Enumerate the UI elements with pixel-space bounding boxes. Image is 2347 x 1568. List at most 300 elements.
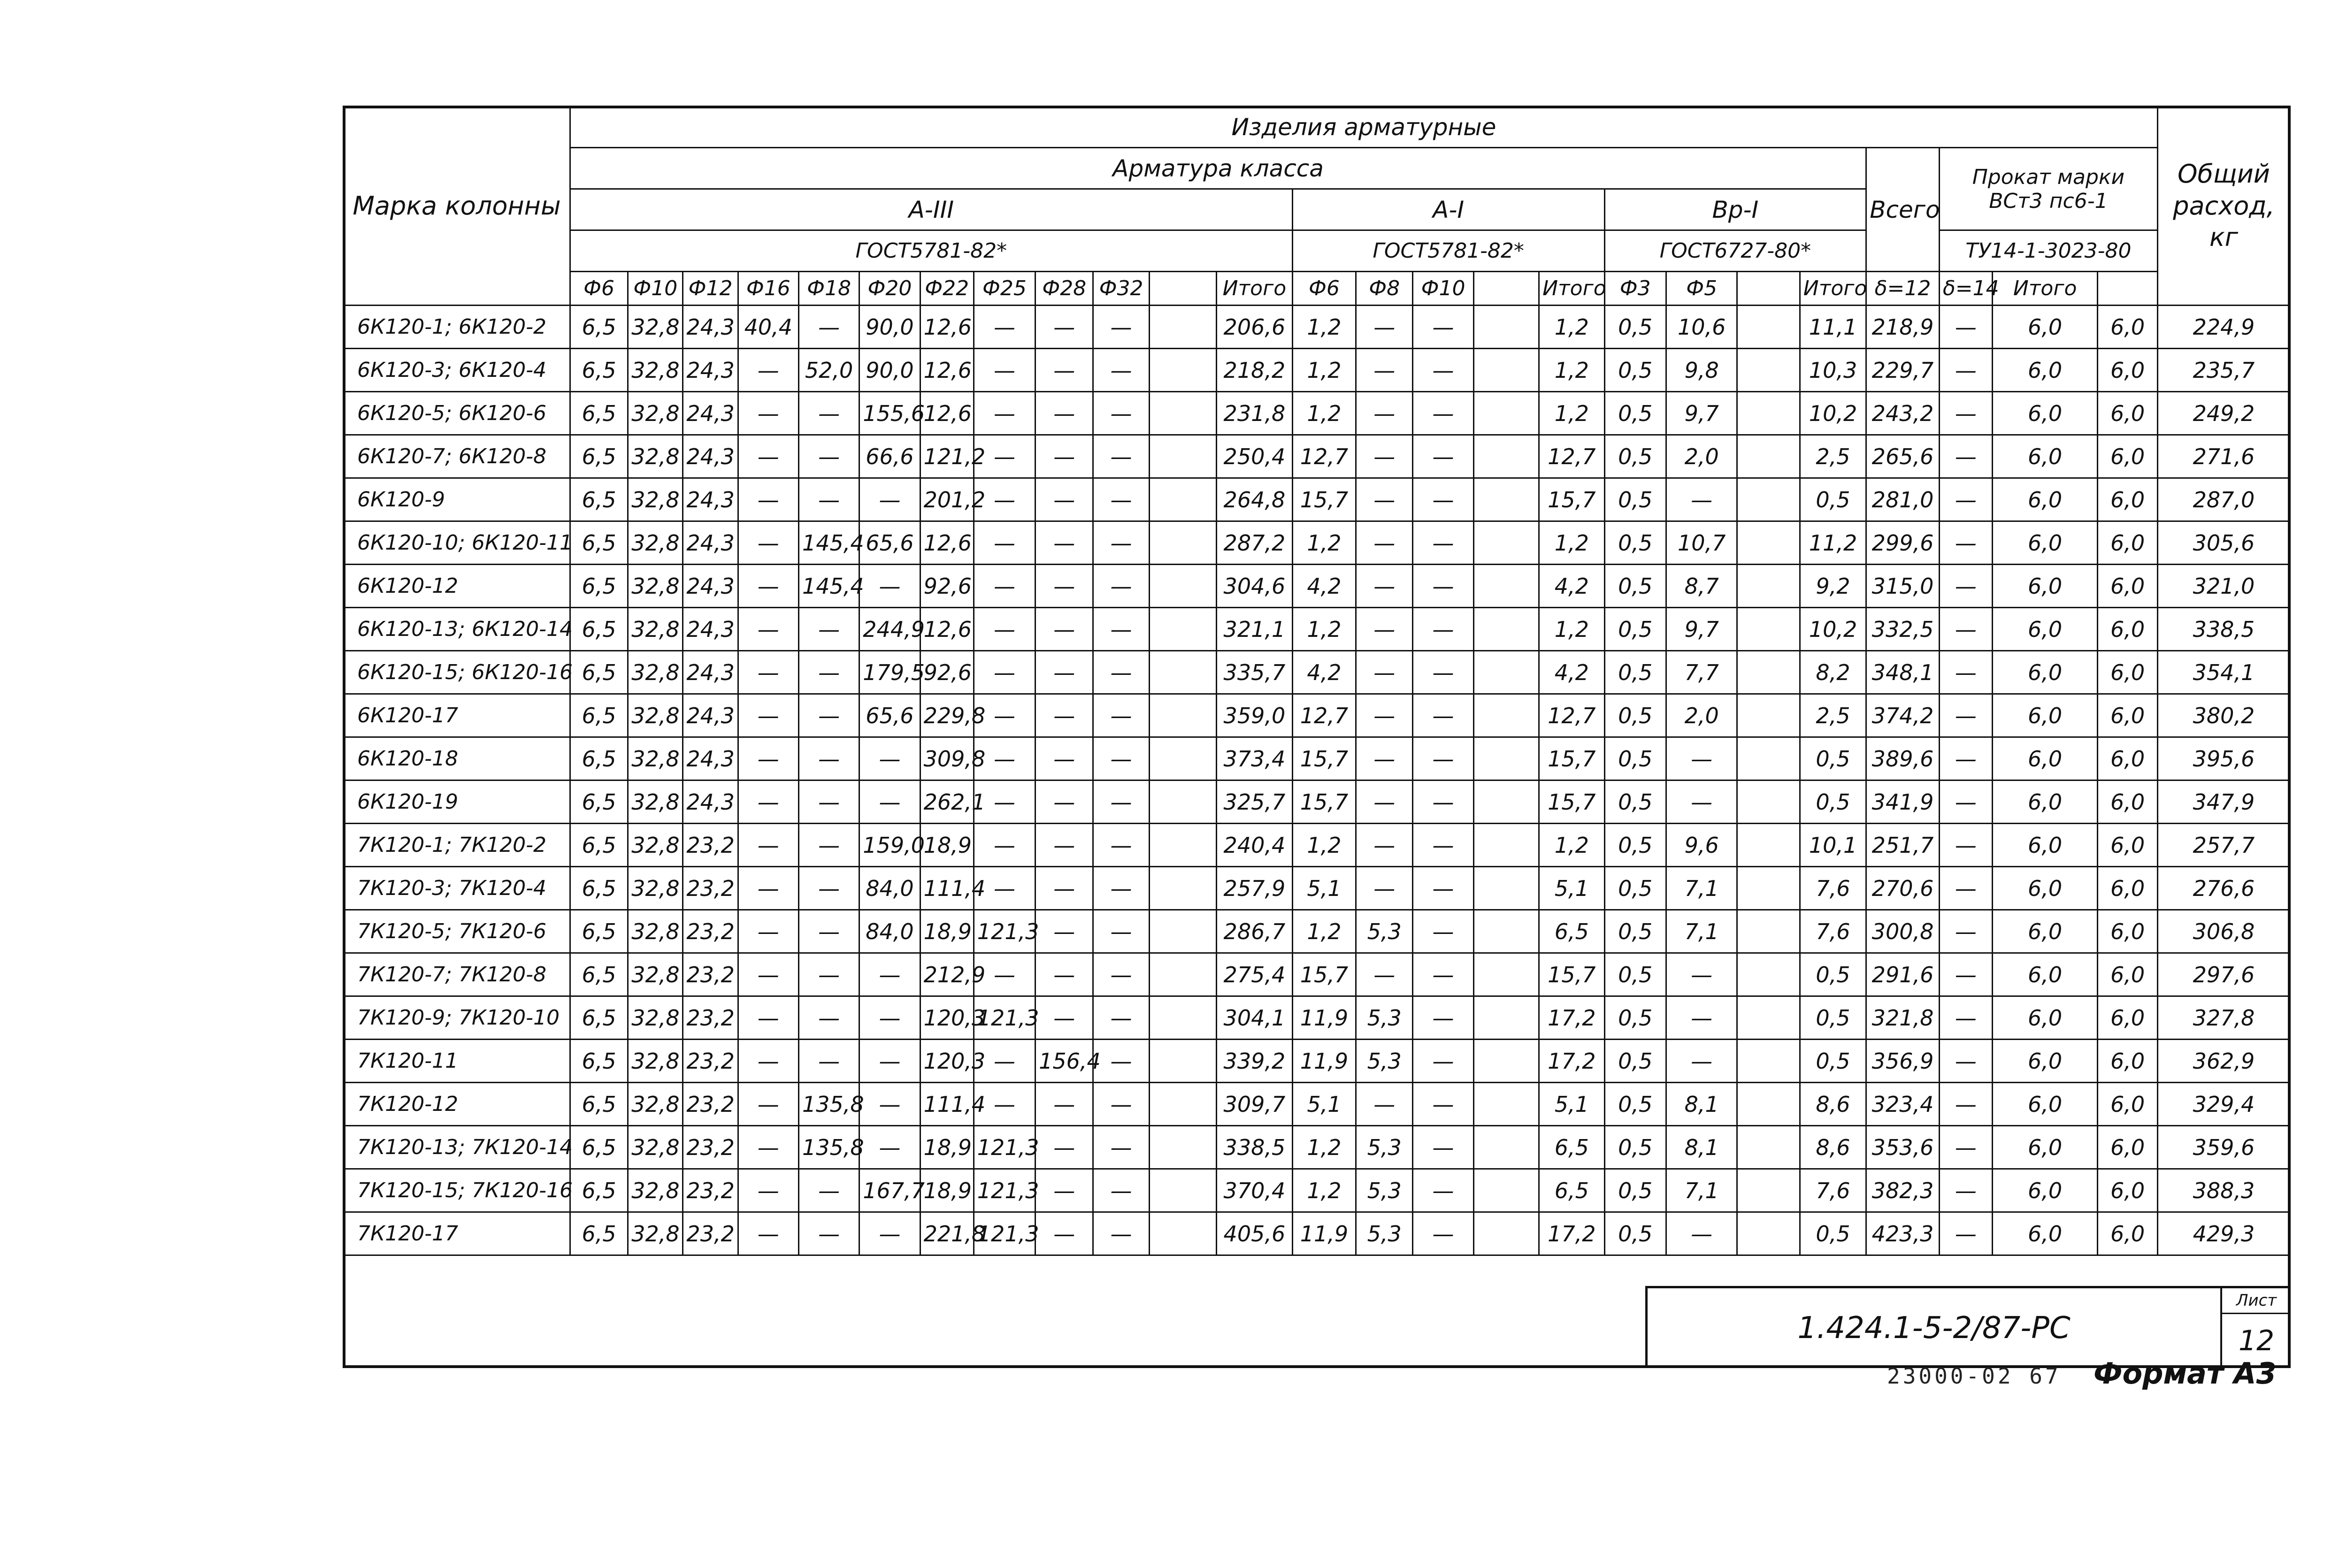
a3-value-cell: 23,2 <box>683 1040 738 1083</box>
a1-value-cell: 4,2 <box>1292 651 1356 694</box>
a1-value-cell: — <box>1356 306 1413 349</box>
a1-value-cell: — <box>1413 996 1473 1040</box>
bp-value-cell: 0,5 <box>1604 1040 1666 1083</box>
a3-value-cell: 32,8 <box>628 867 683 910</box>
bp-value-cell <box>1737 1040 1800 1083</box>
bp-value-cell: 8,1 <box>1666 1083 1737 1126</box>
bp-value-cell: 0,5 <box>1604 1126 1666 1169</box>
a3-value-cell: — <box>1035 435 1093 478</box>
a3-value-cell <box>1149 1212 1216 1255</box>
column-mark-cell: 7К120-3; 7К120-4 <box>344 867 570 910</box>
a3-value-cell: — <box>1035 306 1093 349</box>
a3-value-cell: 24,3 <box>683 565 738 608</box>
a1-value-cell <box>1473 1083 1539 1126</box>
a3-value-cell: — <box>1093 392 1149 435</box>
bp-value-cell: 0,5 <box>1604 824 1666 867</box>
a1-value-cell: — <box>1413 349 1473 392</box>
bp-total-cell: 0,5 <box>1800 1040 1866 1083</box>
a1-value-cell: 11,9 <box>1292 996 1356 1040</box>
a3-value-cell: — <box>1093 521 1149 565</box>
a3-value-cell: — <box>974 608 1035 651</box>
a3-value-cell <box>1149 478 1216 521</box>
prokat-value-cell: — <box>1939 349 1992 392</box>
a3-value-cell: — <box>1035 1169 1093 1212</box>
bp-total-cell: 7,6 <box>1800 1169 1866 1212</box>
header-diam: Ф10 <box>1413 272 1473 306</box>
header-rebar-class: Арматура класса <box>570 148 1866 189</box>
a1-value-cell <box>1473 349 1539 392</box>
a3-value-cell: 92,6 <box>920 651 974 694</box>
a3-value-cell: — <box>738 996 798 1040</box>
header-diam: Ф32 <box>1093 272 1149 306</box>
table-row <box>344 694 2290 737</box>
a3-value-cell: — <box>738 910 798 953</box>
a1-value-cell: — <box>1356 565 1413 608</box>
a3-value-cell: — <box>974 521 1035 565</box>
bp-value-cell <box>1737 780 1800 824</box>
a3-value-cell: 92,6 <box>920 565 974 608</box>
a3-value-cell: 229,8 <box>920 694 974 737</box>
prokat-value-cell: 6,0 <box>1992 306 2097 349</box>
a3-value-cell: 84,0 <box>859 867 920 910</box>
header-std-bp1: ГОСТ6727-80* <box>1604 230 1866 272</box>
a3-value-cell: — <box>859 1083 920 1126</box>
bp-total-cell: 2,5 <box>1800 694 1866 737</box>
sheet-number: 12 <box>2238 1324 2275 1357</box>
bp-total-cell: 10,2 <box>1800 392 1866 435</box>
a1-value-cell: — <box>1413 1083 1473 1126</box>
a3-value-cell: 23,2 <box>683 910 738 953</box>
prokat-value-cell: — <box>1939 1083 1992 1126</box>
bp-value-cell: 0,5 <box>1604 651 1666 694</box>
bp-total-cell: 0,5 <box>1800 780 1866 824</box>
a3-value-cell: 159,0 <box>859 824 920 867</box>
bp-value-cell: 0,5 <box>1604 1083 1666 1126</box>
a3-value-cell: — <box>738 1126 798 1169</box>
a1-value-cell: — <box>1413 910 1473 953</box>
bp-value-cell <box>1737 1083 1800 1126</box>
prokat-value-cell: — <box>1939 478 1992 521</box>
prokat-value-cell: — <box>1939 737 1992 780</box>
general-total-cell: 249,2 <box>2157 392 2290 435</box>
a3-value-cell <box>1149 1126 1216 1169</box>
a3-value-cell: 6,5 <box>570 1040 628 1083</box>
a1-value-cell: — <box>1356 349 1413 392</box>
a1-total-cell: 12,7 <box>1539 694 1604 737</box>
a3-value-cell: 244,9 <box>859 608 920 651</box>
a3-value-cell: — <box>1093 910 1149 953</box>
a3-value-cell: — <box>1093 608 1149 651</box>
header-diam: Ф5 <box>1666 272 1737 306</box>
a3-value-cell: 24,3 <box>683 694 738 737</box>
rebar-total-cell: 270,6 <box>1866 867 1940 910</box>
a1-value-cell: — <box>1356 824 1413 867</box>
table-row <box>344 780 2290 824</box>
general-total-cell: 257,7 <box>2157 824 2290 867</box>
a3-value-cell: — <box>974 824 1035 867</box>
a3-value-cell: — <box>859 1126 920 1169</box>
a1-value-cell: 15,7 <box>1292 737 1356 780</box>
bp-value-cell <box>1737 996 1800 1040</box>
a3-value-cell: 6,5 <box>570 1212 628 1255</box>
a3-total-cell: 287,2 <box>1217 521 1293 565</box>
a3-total-cell: 304,6 <box>1217 565 1293 608</box>
a3-value-cell: 120,3 <box>920 996 974 1040</box>
a3-value-cell: — <box>974 306 1035 349</box>
bp-total-cell: 0,5 <box>1800 737 1866 780</box>
a3-value-cell: 84,0 <box>859 910 920 953</box>
a3-value-cell: 221,8 <box>920 1212 974 1255</box>
header-itogo: Итого <box>1217 272 1293 306</box>
a3-value-cell: 24,3 <box>683 780 738 824</box>
a3-total-cell: 373,4 <box>1217 737 1293 780</box>
a3-value-cell: — <box>1035 867 1093 910</box>
rebar-total-cell: 332,5 <box>1866 608 1940 651</box>
a3-value-cell: 121,3 <box>974 910 1035 953</box>
a1-value-cell: — <box>1356 780 1413 824</box>
table-body <box>344 306 2290 1255</box>
a3-value-cell: — <box>738 349 798 392</box>
prokat-value-cell: 6,0 <box>1992 565 2097 608</box>
a3-value-cell: — <box>1093 1040 1149 1083</box>
a3-value-cell: — <box>1093 737 1149 780</box>
a1-total-cell: 15,7 <box>1539 478 1604 521</box>
bp-value-cell: 7,1 <box>1666 1169 1737 1212</box>
bp-value-cell: 9,7 <box>1666 392 1737 435</box>
prokat-value-cell: — <box>1939 306 1992 349</box>
table-row <box>344 608 2290 651</box>
general-total-cell: 347,9 <box>2157 780 2290 824</box>
header-prokat-col: Итого <box>1992 272 2097 306</box>
header-diam: Ф20 <box>859 272 920 306</box>
a3-value-cell: 32,8 <box>628 306 683 349</box>
a3-value-cell: 32,8 <box>628 737 683 780</box>
a3-value-cell: — <box>974 737 1035 780</box>
a1-value-cell: — <box>1413 306 1473 349</box>
a1-total-cell: 12,7 <box>1539 435 1604 478</box>
bp-value-cell: 0,5 <box>1604 780 1666 824</box>
a1-value-cell <box>1473 651 1539 694</box>
a3-value-cell: 6,5 <box>570 651 628 694</box>
bp-value-cell <box>1737 478 1800 521</box>
prokat-value-cell: — <box>1939 1169 1992 1212</box>
a3-value-cell <box>1149 1083 1216 1126</box>
prokat-value-cell: — <box>1939 565 1992 608</box>
a3-value-cell: 32,8 <box>628 1126 683 1169</box>
column-mark-cell: 6К120-19 <box>344 780 570 824</box>
header-empty <box>1149 272 1216 306</box>
a3-value-cell: 32,8 <box>628 392 683 435</box>
bp-value-cell: 0,5 <box>1604 306 1666 349</box>
bp-value-cell: 0,5 <box>1604 1212 1666 1255</box>
header-diam: Ф6 <box>570 272 628 306</box>
a3-value-cell: 12,6 <box>920 392 974 435</box>
a3-value-cell: 23,2 <box>683 824 738 867</box>
a3-value-cell <box>1149 608 1216 651</box>
a3-value-cell: 167,7 <box>859 1169 920 1212</box>
a3-value-cell <box>1149 565 1216 608</box>
header-itogo: Итого <box>1539 272 1604 306</box>
a1-value-cell: 1,2 <box>1292 608 1356 651</box>
a3-total-cell: 257,9 <box>1217 867 1293 910</box>
bp-value-cell: 0,5 <box>1604 996 1666 1040</box>
a1-value-cell: — <box>1413 1040 1473 1083</box>
prokat-value-cell: 6,0 <box>2098 737 2158 780</box>
a3-value-cell: — <box>738 867 798 910</box>
general-total-cell: 362,9 <box>2157 1040 2290 1083</box>
a1-value-cell: 5,3 <box>1356 1040 1413 1083</box>
bp-total-cell: 0,5 <box>1800 953 1866 996</box>
a3-value-cell: — <box>738 694 798 737</box>
table-row <box>344 349 2290 392</box>
a3-value-cell: — <box>1093 694 1149 737</box>
a3-value-cell: 23,2 <box>683 1212 738 1255</box>
a3-value-cell <box>1149 996 1216 1040</box>
bp-value-cell: 0,5 <box>1604 435 1666 478</box>
column-mark-cell: 7К120-12 <box>344 1083 570 1126</box>
prokat-value-cell: — <box>1939 996 1992 1040</box>
bp-value-cell: 0,5 <box>1604 349 1666 392</box>
table-row <box>344 910 2290 953</box>
a1-value-cell: 5,3 <box>1356 910 1413 953</box>
bp-value-cell: 2,0 <box>1666 694 1737 737</box>
prokat-value-cell: 6,0 <box>2098 1126 2158 1169</box>
a1-value-cell: 11,9 <box>1292 1040 1356 1083</box>
a3-value-cell: 32,8 <box>628 824 683 867</box>
a3-value-cell: — <box>974 1083 1035 1126</box>
footer-archive-code: 23000-02 67 <box>1887 1363 2061 1389</box>
a3-value-cell: — <box>1093 565 1149 608</box>
header-itogo: Итого <box>1800 272 1866 306</box>
prokat-value-cell: 6,0 <box>2098 867 2158 910</box>
a3-value-cell: — <box>974 1040 1035 1083</box>
a1-value-cell: — <box>1356 435 1413 478</box>
bp-value-cell: 0,5 <box>1604 478 1666 521</box>
a3-value-cell: 32,8 <box>628 565 683 608</box>
a3-value-cell: — <box>1035 651 1093 694</box>
a1-value-cell <box>1473 608 1539 651</box>
table-row <box>344 1083 2290 1126</box>
general-total-cell: 329,4 <box>2157 1083 2290 1126</box>
a3-value-cell: 40,4 <box>738 306 798 349</box>
prokat-value-cell: — <box>1939 608 1992 651</box>
a3-value-cell <box>1149 1169 1216 1212</box>
general-total-cell: 380,2 <box>2157 694 2290 737</box>
a1-value-cell: — <box>1356 867 1413 910</box>
rebar-total-cell: 348,1 <box>1866 651 1940 694</box>
prokat-value-cell: 6,0 <box>1992 1126 2097 1169</box>
prokat-value-cell: — <box>1939 651 1992 694</box>
general-total-cell: 327,8 <box>2157 996 2290 1040</box>
a3-value-cell: — <box>798 780 859 824</box>
a3-value-cell: — <box>1035 1083 1093 1126</box>
table-row <box>344 521 2290 565</box>
a3-value-cell: 23,2 <box>683 1169 738 1212</box>
rebar-total-cell: 341,9 <box>1866 780 1940 824</box>
prokat-value-cell: — <box>1939 910 1992 953</box>
header-diam: Ф6 <box>1292 272 1356 306</box>
a3-value-cell: 24,3 <box>683 521 738 565</box>
prokat-value-cell: 6,0 <box>1992 521 2097 565</box>
header-empty <box>1473 272 1539 306</box>
prokat-value-cell: 6,0 <box>2098 953 2158 996</box>
column-mark-cell: 7К120-5; 7К120-6 <box>344 910 570 953</box>
header-std-prokat: ТУ14-1-3023-80 <box>1939 230 2157 272</box>
a1-value-cell <box>1473 953 1539 996</box>
a3-value-cell <box>1149 953 1216 996</box>
a1-total-cell: 6,5 <box>1539 910 1604 953</box>
table-row <box>344 392 2290 435</box>
column-mark-cell: 6К120-9 <box>344 478 570 521</box>
a3-value-cell: 6,5 <box>570 349 628 392</box>
a3-value-cell: 6,5 <box>570 910 628 953</box>
a3-value-cell: 32,8 <box>628 435 683 478</box>
a1-value-cell <box>1473 521 1539 565</box>
document-code: 1.424.1-5-2/87-РС <box>1797 1311 2071 1346</box>
a1-value-cell: — <box>1356 1083 1413 1126</box>
header-prokat-title: Прокат марки ВСт3 пс6-1 <box>1939 148 2157 230</box>
bp-total-cell: 8,2 <box>1800 651 1866 694</box>
a3-value-cell: — <box>1035 780 1093 824</box>
bp-value-cell: 9,8 <box>1666 349 1737 392</box>
a3-value-cell: — <box>1035 737 1093 780</box>
bp-value-cell <box>1737 435 1800 478</box>
a3-value-cell: 12,6 <box>920 349 974 392</box>
header-std-a1: ГОСТ5781-82* <box>1292 230 1604 272</box>
a1-total-cell: 15,7 <box>1539 780 1604 824</box>
general-total-cell: 276,6 <box>2157 867 2290 910</box>
general-total-cell: 429,3 <box>2157 1212 2290 1255</box>
bp-total-cell: 0,5 <box>1800 1212 1866 1255</box>
prokat-value-cell: 6,0 <box>2098 565 2158 608</box>
a1-value-cell: — <box>1356 737 1413 780</box>
prokat-value-cell: 6,0 <box>2098 1169 2158 1212</box>
a3-value-cell: 309,8 <box>920 737 974 780</box>
bp-value-cell: 0,5 <box>1604 953 1666 996</box>
bp-value-cell: — <box>1666 737 1737 780</box>
a3-value-cell <box>1149 910 1216 953</box>
general-total-cell: 306,8 <box>2157 910 2290 953</box>
a3-value-cell: 32,8 <box>628 349 683 392</box>
a3-value-cell: — <box>738 737 798 780</box>
column-mark-cell: 6К120-15; 6К120-16 <box>344 651 570 694</box>
a3-value-cell: — <box>738 478 798 521</box>
prokat-value-cell: 6,0 <box>2098 1212 2158 1255</box>
a3-value-cell: — <box>974 651 1035 694</box>
a1-total-cell: 1,2 <box>1539 306 1604 349</box>
a3-value-cell: — <box>1035 1126 1093 1169</box>
a3-value-cell <box>1149 349 1216 392</box>
table-row <box>344 953 2290 996</box>
prokat-value-cell: 6,0 <box>2098 392 2158 435</box>
a1-value-cell: — <box>1356 478 1413 521</box>
a3-value-cell: 135,8 <box>798 1126 859 1169</box>
rebar-total-cell: 321,8 <box>1866 996 1940 1040</box>
a3-value-cell: 23,2 <box>683 867 738 910</box>
a3-value-cell: — <box>798 910 859 953</box>
a3-value-cell: — <box>738 824 798 867</box>
a3-value-cell: 66,6 <box>859 435 920 478</box>
a1-value-cell: — <box>1413 780 1473 824</box>
a3-value-cell: 6,5 <box>570 392 628 435</box>
header-class-a1: А-I <box>1292 189 1604 230</box>
prokat-value-cell: 6,0 <box>2098 435 2158 478</box>
a3-value-cell: 6,5 <box>570 824 628 867</box>
rebar-specification-table <box>343 106 2291 1256</box>
column-mark-cell: 6К120-18 <box>344 737 570 780</box>
a3-value-cell: 23,2 <box>683 1083 738 1126</box>
a3-value-cell: — <box>859 996 920 1040</box>
a1-value-cell: — <box>1413 867 1473 910</box>
bp-value-cell <box>1737 737 1800 780</box>
a1-value-cell: — <box>1413 608 1473 651</box>
column-mark-cell: 7К120-7; 7К120-8 <box>344 953 570 996</box>
a3-value-cell: 24,3 <box>683 737 738 780</box>
bp-value-cell: — <box>1666 1212 1737 1255</box>
a1-value-cell: — <box>1413 651 1473 694</box>
a3-value-cell: — <box>1093 824 1149 867</box>
a1-value-cell: — <box>1356 392 1413 435</box>
header-std-a3: ГОСТ5781-82* <box>570 230 1292 272</box>
rebar-total-cell: 299,6 <box>1866 521 1940 565</box>
a1-value-cell: 15,7 <box>1292 478 1356 521</box>
a3-total-cell: 370,4 <box>1217 1169 1293 1212</box>
a1-value-cell: 1,2 <box>1292 1169 1356 1212</box>
a3-value-cell: — <box>974 349 1035 392</box>
a3-value-cell: 6,5 <box>570 867 628 910</box>
a3-value-cell: — <box>738 521 798 565</box>
column-mark-cell: 7К120-1; 7К120-2 <box>344 824 570 867</box>
a3-value-cell: — <box>738 1083 798 1126</box>
a1-total-cell: 15,7 <box>1539 953 1604 996</box>
a3-value-cell: 262,1 <box>920 780 974 824</box>
a3-value-cell: 121,3 <box>974 996 1035 1040</box>
footer-format: Формат А3 <box>2094 1356 2277 1391</box>
bp-value-cell <box>1737 608 1800 651</box>
a3-value-cell: 18,9 <box>920 1126 974 1169</box>
a1-value-cell: 15,7 <box>1292 953 1356 996</box>
a3-value-cell: — <box>798 867 859 910</box>
a3-value-cell: — <box>738 780 798 824</box>
a1-value-cell: — <box>1413 1126 1473 1169</box>
a3-value-cell <box>1149 780 1216 824</box>
prokat-value-cell: 6,0 <box>2098 478 2158 521</box>
a3-value-cell <box>1149 737 1216 780</box>
a3-value-cell: — <box>798 824 859 867</box>
a3-value-cell: 65,6 <box>859 694 920 737</box>
a1-value-cell: — <box>1356 953 1413 996</box>
a1-value-cell: 1,2 <box>1292 349 1356 392</box>
a3-value-cell: — <box>1035 694 1093 737</box>
a3-value-cell: 32,8 <box>628 478 683 521</box>
general-total-cell: 224,9 <box>2157 306 2290 349</box>
a3-value-cell: — <box>1035 478 1093 521</box>
a3-value-cell: 24,3 <box>683 608 738 651</box>
header-class-a3: А-III <box>570 189 1292 230</box>
a1-total-cell: 4,2 <box>1539 651 1604 694</box>
bp-value-cell <box>1737 953 1800 996</box>
prokat-value-cell: 6,0 <box>1992 694 2097 737</box>
a1-value-cell <box>1473 435 1539 478</box>
a3-value-cell: — <box>974 953 1035 996</box>
a3-value-cell: — <box>798 1040 859 1083</box>
rebar-total-cell: 229,7 <box>1866 349 1940 392</box>
bp-value-cell: 9,7 <box>1666 608 1737 651</box>
sheet-label: Лист <box>2222 1288 2291 1314</box>
a3-value-cell: 12,6 <box>920 306 974 349</box>
rebar-total-cell: 423,3 <box>1866 1212 1940 1255</box>
bp-value-cell: — <box>1666 953 1737 996</box>
